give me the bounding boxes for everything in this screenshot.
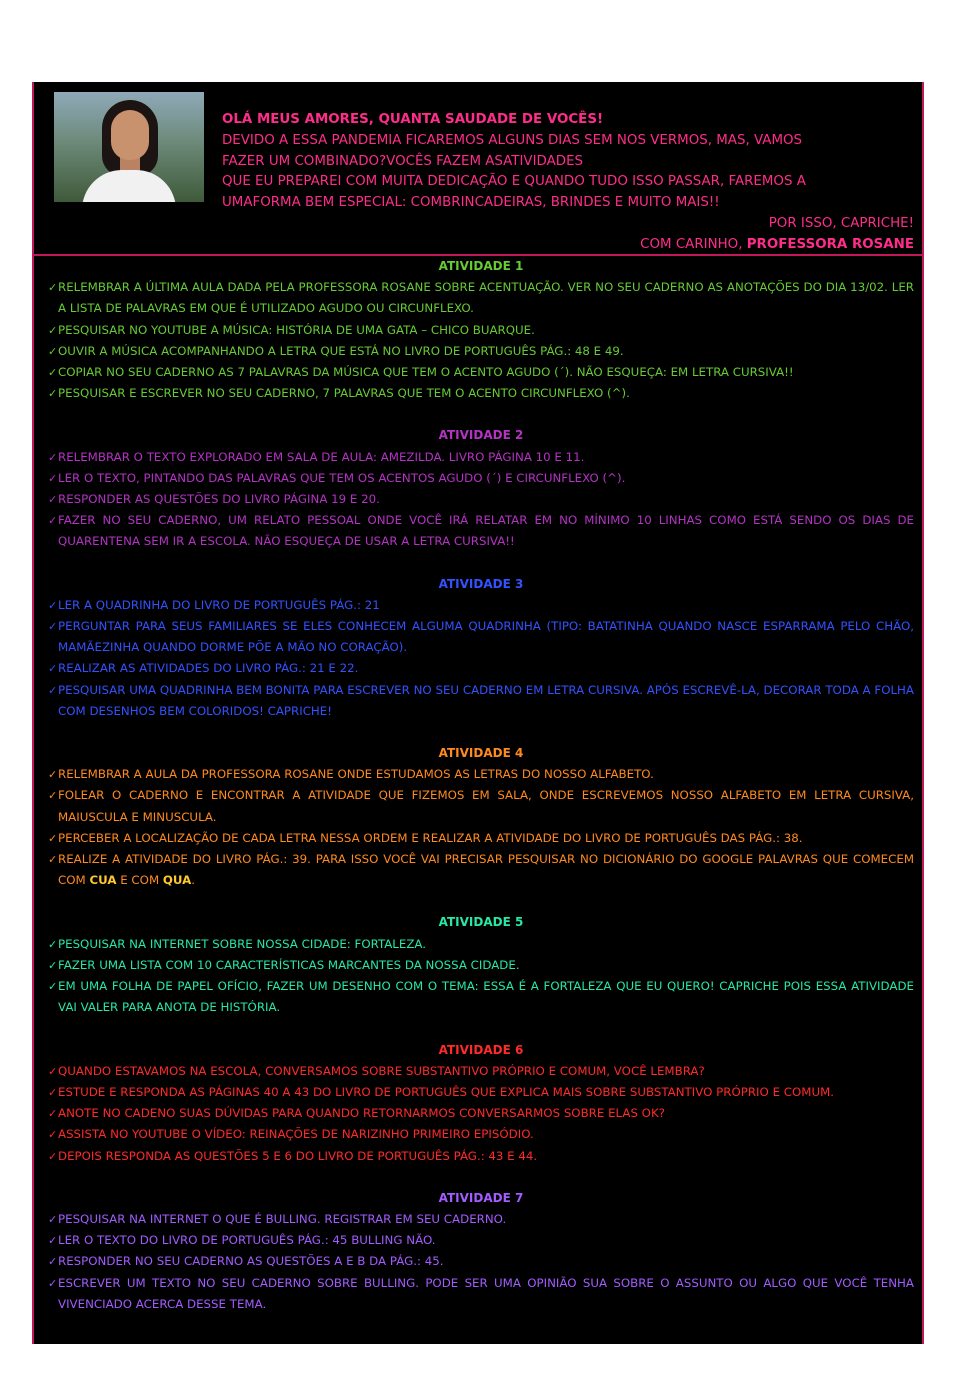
activity-section (48, 425, 914, 552)
activity-item (48, 785, 914, 827)
activity-item-text: PERCEBER A LOCALIZAÇÃO DE CADA LETRA NESSA ORDEM E REALIZAR A ATIVIDADE DO LIVRO DE PORTUGUÊS DAS PÁG.: 38. (58, 830, 803, 845)
checkmark-icon: ✓ (48, 471, 58, 485)
activity-title: ATIVIDADE 3 (438, 576, 524, 591)
activity-item (48, 1146, 914, 1167)
activity-item-text: FAZER UMA LISTA COM 10 CARACTERÍSTICAS MARCANTES DA NOSSA CIDADE. (58, 957, 520, 972)
activity-item (48, 976, 914, 1018)
activity-item (48, 489, 914, 510)
activity-item-text: LER O TEXTO DO LIVRO DE PORTUGUÊS PÁG.: 45 BULLING NÃO. (58, 1233, 436, 1248)
checkmark-icon: ✓ (48, 768, 58, 782)
activity-item (48, 1082, 914, 1103)
activity-item-text: E COM (116, 873, 163, 888)
highlight-word: QUA (162, 873, 192, 888)
activity-item-text: OUVIR A MÚSICA ACOMPANHANDO A LETRA QUE ESTÁ NO LIVRO DE PORTUGUÊS PÁG.: 48 E 49. (58, 343, 624, 358)
message-line-3: FAZER UM COMBINADO?VOCÊS FAZEM ASATIVIDADES (222, 153, 584, 169)
activity-item-text: COPIAR NO SEU CADERNO AS 7 PALAVRAS DA MÚSICA QUE TEM O ACENTO AGUDO (´). NÃO ESQUEÇA: EM LETRA CURSIVA!! (58, 365, 794, 380)
activity-item-text: PESQUISAR NA INTERNET SOBRE NOSSA CIDADE: FORTALEZA. (58, 936, 427, 951)
activity-item (48, 1273, 914, 1315)
checkmark-icon: ✓ (48, 683, 58, 697)
activity-item (48, 764, 914, 785)
activity-item (48, 468, 914, 489)
activity-title: ATIVIDADE 5 (438, 915, 524, 930)
activity-item (48, 383, 914, 404)
activity-item-text: RELEMBRAR A AULA DA PROFESSORA ROSANE ONDE ESTUDAMOS AS LETRAS DO NOSSO ALFABETO. (58, 767, 654, 782)
activity-section (48, 1040, 914, 1167)
activity-item (48, 658, 914, 679)
activity-item-text: . (191, 873, 195, 888)
activity-item (48, 1230, 914, 1251)
checkmark-icon: ✓ (48, 662, 58, 676)
checkmark-icon: ✓ (48, 514, 58, 528)
checkmark-icon: ✓ (48, 493, 58, 507)
checkmark-icon: ✓ (48, 1212, 58, 1226)
activity-sheet (32, 82, 924, 1344)
activity-section (48, 256, 914, 404)
teacher-photo (54, 92, 204, 202)
activity-title: ATIVIDADE 7 (438, 1190, 524, 1205)
activity-item (48, 1251, 914, 1272)
signoff-line-1: POR ISSO, CAPRICHE! (768, 215, 914, 231)
activity-item-text: PESQUISAR E ESCREVER NO SEU CADERNO, 7 PALAVRAS QUE TEM O ACENTO CIRCUNFLEXO (^). (58, 386, 630, 401)
activity-item (48, 447, 914, 468)
photo-face (111, 110, 149, 160)
activity-item (48, 1124, 914, 1145)
activity-item (48, 341, 914, 362)
activity-item-text: PESQUISAR NA INTERNET O QUE É BULLING. REGISTRAR EM SEU CADERNO. (58, 1211, 507, 1226)
greeting-line: OLÁ MEUS AMORES, QUANTA SAUDADE DE VOCÊS! (222, 112, 604, 127)
activity-item-text: FAZER NO SEU CADERNO, UM RELATO PESSOAL ONDE VOCÊ IRÁ RELATAR EM NO MÍNIMO 10 LINHAS COMO ESTÁ SENDO OS DIAS DE QUARENTENA SEM IR A ESCOLA. NÃO ESQUEÇA DE USAR A LETRA CURSIVA!! (58, 513, 914, 549)
message-line-5: UMAFORMA BEM ESPECIAL: COMBRINCADEIRAS, BRINDES E MUITO MAIS!! (222, 195, 720, 211)
activity-section (48, 1188, 914, 1315)
activity-item (48, 616, 914, 658)
activity-title: ATIVIDADE 2 (438, 428, 524, 443)
checkmark-icon: ✓ (48, 344, 58, 358)
message-line-4: QUE EU PREPAREI COM MUITA DEDICAÇÃO E QUANDO TUDO ISSO PASSAR, FAREMOS A (222, 174, 806, 190)
activity-item-text: LER A QUADRINHA DO LIVRO DE PORTUGUÊS PÁG.: 21 (58, 597, 380, 612)
activity-item-text: REALIZAR AS ATIVIDADES DO LIVRO PÁG.: 21 E 22. (58, 661, 359, 676)
activity-section (48, 912, 914, 1018)
checkmark-icon: ✓ (48, 620, 58, 634)
activity-item (48, 680, 914, 722)
activity-item (48, 934, 914, 955)
checkmark-icon: ✓ (48, 1149, 58, 1163)
teacher-name: PROFESSORA ROSANE (746, 236, 914, 252)
activities-list (48, 256, 914, 1336)
activity-item-text: RESPONDER AS QUESTÕES DO LIVRO PÁGINA 19 E 20. (58, 492, 380, 507)
checkmark-icon: ✓ (48, 323, 58, 337)
activity-item-text: REALIZE A ATIVIDADE DO LIVRO PÁG.: 39. PARA ISSO VOCÊ VAI PRECISAR PESQUISAR NO DICIONÁRIO DO GOOGLE PALAVRAS QUE COMECEM COM (58, 852, 914, 888)
activity-item (48, 1103, 914, 1124)
checkmark-icon: ✓ (48, 1234, 58, 1248)
checkmark-icon: ✓ (48, 387, 58, 401)
activity-item (48, 320, 914, 341)
activity-item-text: DEPOIS RESPONDA AS QUESTÕES 5 E 6 DO LIVRO DE PORTUGUÊS PÁG.: 43 E 44. (58, 1148, 538, 1163)
activity-item (48, 595, 914, 616)
checkmark-icon: ✓ (48, 366, 58, 380)
checkmark-icon: ✓ (48, 598, 58, 612)
checkmark-icon: ✓ (48, 281, 58, 295)
checkmark-icon: ✓ (48, 1276, 58, 1290)
activity-item-text: RESPONDER NO SEU CADERNO AS QUESTÕES A E B DA PÁG.: 45. (58, 1254, 444, 1269)
signoff-line-2 (222, 235, 914, 256)
activity-title: ATIVIDADE 4 (438, 746, 524, 761)
activity-item-text: RELEMBRAR A ÚLTIMA AULA DADA PELA PROFESSORA ROSANE SOBRE ACENTUAÇÃO. VER NO SEU CADERNO AS ANOTAÇÕES DO DIA 13/02. LER A LISTA DE PALAVRAS EM QUE É UTILIZADO AGUDO OU CIRCUNFLEXO. (58, 280, 914, 316)
activity-item-text: ANOTE NO CADENO SUAS DÚVIDAS PARA QUANDO RETORNARMOS CONVERSARMOS SOBRE ELAS OK? (58, 1106, 665, 1121)
highlight-word: CUA (89, 873, 117, 888)
checkmark-icon: ✓ (48, 1085, 58, 1099)
activity-item-text: PESQUISAR UMA QUADRINHA BEM BONITA PARA ESCREVER NO SEU CADERNO EM LETRA CURSIVA. APÓS ESCREVÊ-LA, DECORAR TODA A FOLHA COM DESENHOS BEM COLORIDOS! CAPRICHE! (58, 682, 914, 718)
checkmark-icon: ✓ (48, 1064, 58, 1078)
activity-section (48, 574, 914, 722)
activity-item-text: LER O TEXTO, PINTANDO DAS PALAVRAS QUE TEM OS ACENTOS AGUDO (´) E CIRCUNFLEXO (^). (58, 470, 626, 485)
activity-item (48, 277, 914, 319)
checkmark-icon: ✓ (48, 789, 58, 803)
activity-item (48, 1061, 914, 1082)
activity-item-text: ASSISTA NO YOUTUBE O VÍDEO: REINAÇÕES DE NARIZINHO PRIMEIRO EPISÓDIO. (58, 1127, 534, 1142)
activity-item-text: PERGUNTAR PARA SEUS FAMILIARES SE ELES CONHECEM ALGUMA QUADRINHA (TIPO: BATATINHA QUANDO NASCE ESPARRAMA PELO CHÃO, MAMÃEZINHA QUANDO DORME PÕE A MÃO NO CORAÇÃO). (58, 619, 914, 655)
activity-item-text: RELEMBRAR O TEXTO EXPLORADO EM SALA DE AULA: AMEZILDA. LIVRO PÁGINA 10 E 11. (58, 449, 585, 464)
activity-item (48, 849, 914, 891)
checkmark-icon: ✓ (48, 853, 58, 867)
activity-item (48, 828, 914, 849)
photo-shirt (82, 170, 176, 202)
activity-item (48, 510, 914, 552)
greeting-header (222, 110, 914, 256)
checkmark-icon: ✓ (48, 831, 58, 845)
checkmark-icon: ✓ (48, 937, 58, 951)
checkmark-icon: ✓ (48, 450, 58, 464)
message-line-2: DEVIDO A ESSA PANDEMIA FICAREMOS ALGUNS DIAS SEM NOS VERMOS, MAS, VAMOS (222, 132, 803, 148)
activity-item-text: PESQUISAR NO YOUTUBE A MÚSICA: HISTÓRIA DE UMA GATA – CHICO BUARQUE. (58, 322, 535, 337)
activity-item-text: ESCREVER UM TEXTO NO SEU CADERNO SOBRE BULLING. PODE SER UMA OPINIÃO SUA SOBRE O ASSUNTO OU ALGO QUE VOCÊ TENHA VIVENCIADO ACERCA DESSE TEMA. (58, 1275, 914, 1311)
activity-item-text: ESTUDE E RESPONDA AS PÁGINAS 40 A 43 DO LIVRO DE PORTUGUÊS QUE EXPLICA MAIS SOBRE SUBSTANTIVO PRÓPRIO E COMUM. (58, 1084, 835, 1099)
activity-section (48, 743, 914, 891)
activity-title: ATIVIDADE 6 (438, 1042, 524, 1057)
checkmark-icon: ✓ (48, 980, 58, 994)
checkmark-icon: ✓ (48, 1255, 58, 1269)
activity-title: ATIVIDADE 1 (438, 259, 524, 273)
checkmark-icon: ✓ (48, 1107, 58, 1121)
activity-item (48, 362, 914, 383)
activity-item-text: FOLEAR O CADERNO E ENCONTRAR A ATIVIDADE QUE FIZEMOS EM SALA, ONDE ESCREVEMOS NOSSO ALFABETO EM LETRA CURSIVA, MAIUSCULA E MINUSCULA. (58, 788, 914, 824)
checkmark-icon: ✓ (48, 958, 58, 972)
signoff-prefix: COM CARINHO, (640, 236, 747, 252)
activity-item-text: EM UMA FOLHA DE PAPEL OFÍCIO, FAZER UM DESENHO COM O TEMA: ESSA É A FORTALEZA QUE EU QUERO! CAPRICHE POIS ESSA ATIVIDADE VAI VALER PARA ANOTA DE HISTÓRIA. (58, 979, 914, 1015)
activity-item (48, 955, 914, 976)
checkmark-icon: ✓ (48, 1128, 58, 1142)
activity-item (48, 1209, 914, 1230)
activity-item-text: QUANDO ESTAVAMOS NA ESCOLA, CONVERSAMOS SOBRE SUBSTANTIVO PRÓPRIO E COMUM, VOCÊ LEMBRA? (58, 1063, 705, 1078)
